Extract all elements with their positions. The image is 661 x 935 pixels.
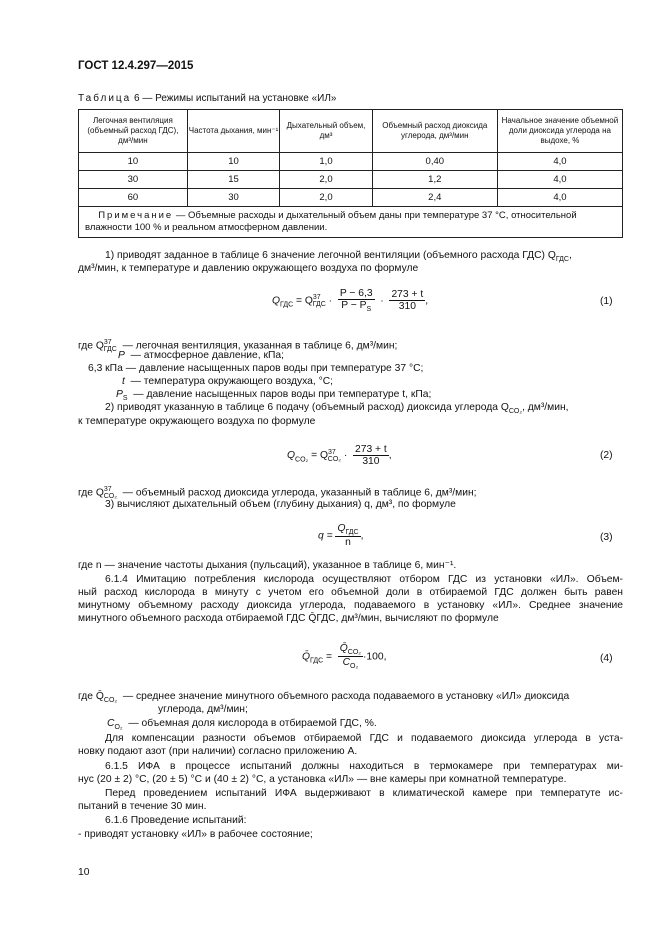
table-cell: 2,4	[372, 189, 497, 207]
paragraph-9: 6.1.6 Проведение испытаний:	[105, 815, 247, 826]
equation-2: $Q_{CO_2} = Q^{37}_{CO_2}$ · $\frac{273 + t}{310}$ ,	[287, 444, 392, 467]
symbol: C	[342, 657, 350, 669]
fraction	[338, 288, 375, 313]
symbol: где Q	[78, 340, 104, 352]
caption-title: 6 — Режимы испытаний на установке «ИЛ»	[131, 93, 337, 104]
symbol: P	[116, 389, 123, 400]
where-item-7-cont: углерода, дм³/мин;	[158, 704, 248, 715]
text-run: , дм³/мин,	[522, 402, 569, 413]
table-cell: 2,0	[280, 189, 372, 207]
equation-4: $Q̄_{ГДС}$ = $\frac{Q̄_{CO_2}}{C_{O_2}}$ ·100,	[302, 643, 387, 671]
subscript: ГДС	[555, 256, 569, 264]
symbol: t	[122, 376, 125, 387]
subscript: O₂	[350, 663, 359, 671]
table-cell: 60	[79, 189, 188, 207]
test-modes-table	[78, 109, 623, 238]
subscript: ГДС	[103, 346, 117, 354]
symbol: Q̄	[302, 651, 311, 663]
subscript: ГДС	[310, 657, 324, 665]
page-number: 10	[78, 867, 90, 878]
table-cell: 0,40	[372, 153, 497, 171]
table-cell: 1,0	[280, 153, 372, 171]
subscript: CO₂	[103, 697, 118, 705]
paragraph-2-line-2: к температуре окружающего воздуха по формуле	[78, 416, 316, 427]
definition: — среднее значение минутного объемного расхода подаваемого в установку «ИЛ» диоксида	[122, 691, 570, 702]
subscript: CO₂	[103, 493, 117, 501]
table-cell: 10	[79, 153, 188, 171]
definition: — давление насыщенных паров воды при температуре t, кПа;	[133, 389, 432, 400]
superscript: 37	[103, 486, 112, 493]
table-header-cell: Легочная вентиляция (объемный расход ГДС), дм³/мин	[79, 110, 188, 153]
paragraph-8-line-1: Перед проведением испытаний ИФА выдерживают в климатической камере при температуте ис-	[105, 788, 623, 799]
paragraph-10: - приводят установку «ИЛ» в рабочее состояние;	[78, 829, 313, 840]
paragraph-5-line-1: 6.1.4 Имитацию потребления кислорода осуществляют отбором ГДС из установки «ИЛ». Объем-	[105, 574, 623, 585]
subscript: ГДС	[345, 529, 359, 537]
table-header-cell: Дыхательный объем, дм³	[280, 110, 372, 153]
where-item-7	[78, 690, 569, 707]
symbol: ·100,	[362, 651, 387, 663]
denominator: 310	[398, 301, 416, 313]
subscript: CO₂	[508, 408, 523, 416]
paragraph-8-line-2: пытаний в течение 30 мин.	[78, 801, 207, 812]
where-item-4	[122, 375, 333, 388]
paragraph-4: где n — значение частоты дыхания (пульсаций), указанное в таблице 6, мин⁻¹.	[78, 560, 457, 571]
equation-2-number: (2)	[600, 450, 613, 461]
table-cell: 30	[79, 171, 188, 189]
subscript: S	[122, 395, 128, 403]
numerator: 273 + t	[391, 289, 424, 301]
definition: — температура окружающего воздуха, °С;	[130, 376, 334, 387]
text-run: 1) приводят заданное в таблице 6 значение легочной вентиляции (объемного расхода ГДС) Q	[105, 250, 556, 261]
definition: — объемный расход диоксида углерода, указанный в таблице 6, дм³/мин;	[122, 487, 477, 499]
symbol: P − P	[341, 300, 367, 311]
table-cell: 30	[187, 189, 279, 207]
paragraph-1-line-2: дм³/мин, к температуре и давлению окружающего воздуха по формуле	[78, 263, 419, 274]
paragraph-5-line-4: минутного объемного расхода отбираемой ГДС Q̄ГДС, дм³/мин, вычисляют по формуле	[78, 613, 499, 624]
table-note	[79, 207, 623, 238]
subscript: O₂	[114, 724, 123, 732]
numerator	[335, 523, 360, 537]
symbol: Q	[287, 450, 296, 462]
subscript: CO₂	[327, 456, 341, 464]
symbol: 6,3 кПа	[88, 363, 123, 374]
fraction	[389, 289, 425, 312]
symbol: Q	[272, 295, 281, 307]
table-cell: 10	[187, 153, 279, 171]
paragraph-7-line-1: 6.1.5 ИФА в процессе испытаний должны находиться в термокамере при температурах ми-	[105, 761, 623, 772]
note-text: — Объемные расходы и дыхательный объем даны при температуре 37 °С, относительной влажности 100 % и реальном атмосферном давлении.	[85, 210, 577, 233]
numerator	[338, 643, 363, 657]
table-header-cell: Частота дыхания, мин⁻¹	[187, 110, 279, 153]
paragraph-1-line-1: 1) приводят заданное в таблице 6 значение легочной вентиляции (объемного расхода ГДС) $Q_{ГДС}$,	[105, 250, 572, 264]
table-cell: 15	[187, 171, 279, 189]
where-item-2	[118, 349, 284, 362]
equation-1: $Q_{ГДС} = Q^{37}_{ГДС}$ · $\frac{P - 6,3}{P - P_S}$ · $\frac{273 + t}{310}$ ,	[272, 288, 429, 314]
equation-4-number: (4)	[600, 653, 613, 664]
denominator	[338, 300, 375, 313]
definition: — атмосферное давление, кПа;	[130, 350, 284, 361]
fraction	[353, 444, 389, 467]
table-row	[79, 153, 623, 171]
symbol: где Q	[78, 487, 104, 499]
table-cell: 4,0	[497, 189, 622, 207]
symbol: C	[107, 718, 115, 729]
symbol: = Q	[293, 295, 313, 307]
table-cell: 1,2	[372, 171, 497, 189]
denominator: n	[345, 537, 351, 549]
definition: — объемная доля кислорода в отбираемой ГДС, %.	[128, 718, 377, 729]
denominator: 310	[362, 456, 380, 467]
symbol: q =	[318, 530, 336, 542]
table-cell: 2,0	[280, 171, 372, 189]
table-row	[79, 189, 623, 207]
symbol: = Q	[308, 450, 328, 462]
paragraph-5-line-2: ный расход кислорода в минуту с учетом его объемной доли в отбираемой ГДС должен быть равен	[78, 587, 623, 598]
table-header-cell: Объемный расход диоксида углерода, дм³/мин	[372, 110, 497, 153]
subscript: CO₂	[295, 456, 309, 464]
document-header: ГОСТ 12.4.297—2015	[78, 60, 194, 72]
fraction	[335, 523, 360, 548]
equation-3: q = $\frac{Q_{ГДС}}{n}$ ,	[318, 523, 364, 549]
subscript: S	[366, 306, 372, 314]
caption-label: Таблица	[78, 93, 132, 104]
table-row	[79, 171, 623, 189]
where-item-3	[88, 362, 423, 375]
paragraph-3: 3) вычисляют дыхательный объем (глубину дыхания) q, дм³, по формуле	[105, 499, 456, 510]
equation-3-number: (3)	[600, 532, 613, 543]
equation-1-number: (1)	[600, 296, 613, 307]
text-run: 2) приводят указанную в таблице 6 подачу (объемный расход) диоксида углерода Q	[105, 402, 509, 413]
numerator: P − 6,3	[339, 288, 373, 299]
paragraph-5-line-3: минутному объемному расходу диоксида углерода, подаваемого в установку «ИЛ». Среднее значение	[78, 600, 623, 611]
note-label: Примечание	[98, 210, 174, 221]
table-note-row	[79, 207, 623, 238]
fraction	[338, 643, 363, 670]
superscript: 37	[103, 339, 112, 346]
subscript: ГДС	[280, 301, 294, 309]
symbol: P	[118, 350, 125, 361]
table-header-cell: Начальное значение объемной доли диоксида углерода на выдохе, %	[497, 110, 622, 153]
definition: — легочная вентиляция, указанная в таблице 6, дм³/мин;	[122, 340, 398, 352]
numerator: 273 + t	[355, 444, 387, 455]
subscript: CO₂	[347, 649, 361, 657]
table-header-row	[79, 110, 623, 153]
symbol: Q̄	[339, 643, 348, 654]
denominator	[338, 657, 363, 670]
table-caption	[78, 93, 336, 104]
paragraph-6-line-2: новку подают азот (при наличии) согласно приложению А.	[78, 746, 358, 757]
paragraph-7-line-2: нус (20 ± 2) °С, (20 ± 5) °С и (40 ± 2) °С, а установка «ИЛ» — вне камеры при комнатной температуре.	[78, 774, 567, 785]
table-cell: 4,0	[497, 171, 622, 189]
superscript: 37	[312, 293, 321, 301]
symbol: где Q̄	[78, 691, 104, 702]
table-cell: 4,0	[497, 153, 622, 171]
subscript: ГДС	[312, 301, 326, 309]
superscript: 37	[327, 448, 336, 456]
paragraph-6-line-1: Для компенсации разности объемов отбираемой ГДС и подаваемого диоксида углерода в уста-	[105, 733, 623, 744]
symbol: Q	[337, 523, 346, 534]
definition: — давление насыщенных паров воды при температуре 37 °С;	[125, 363, 424, 374]
